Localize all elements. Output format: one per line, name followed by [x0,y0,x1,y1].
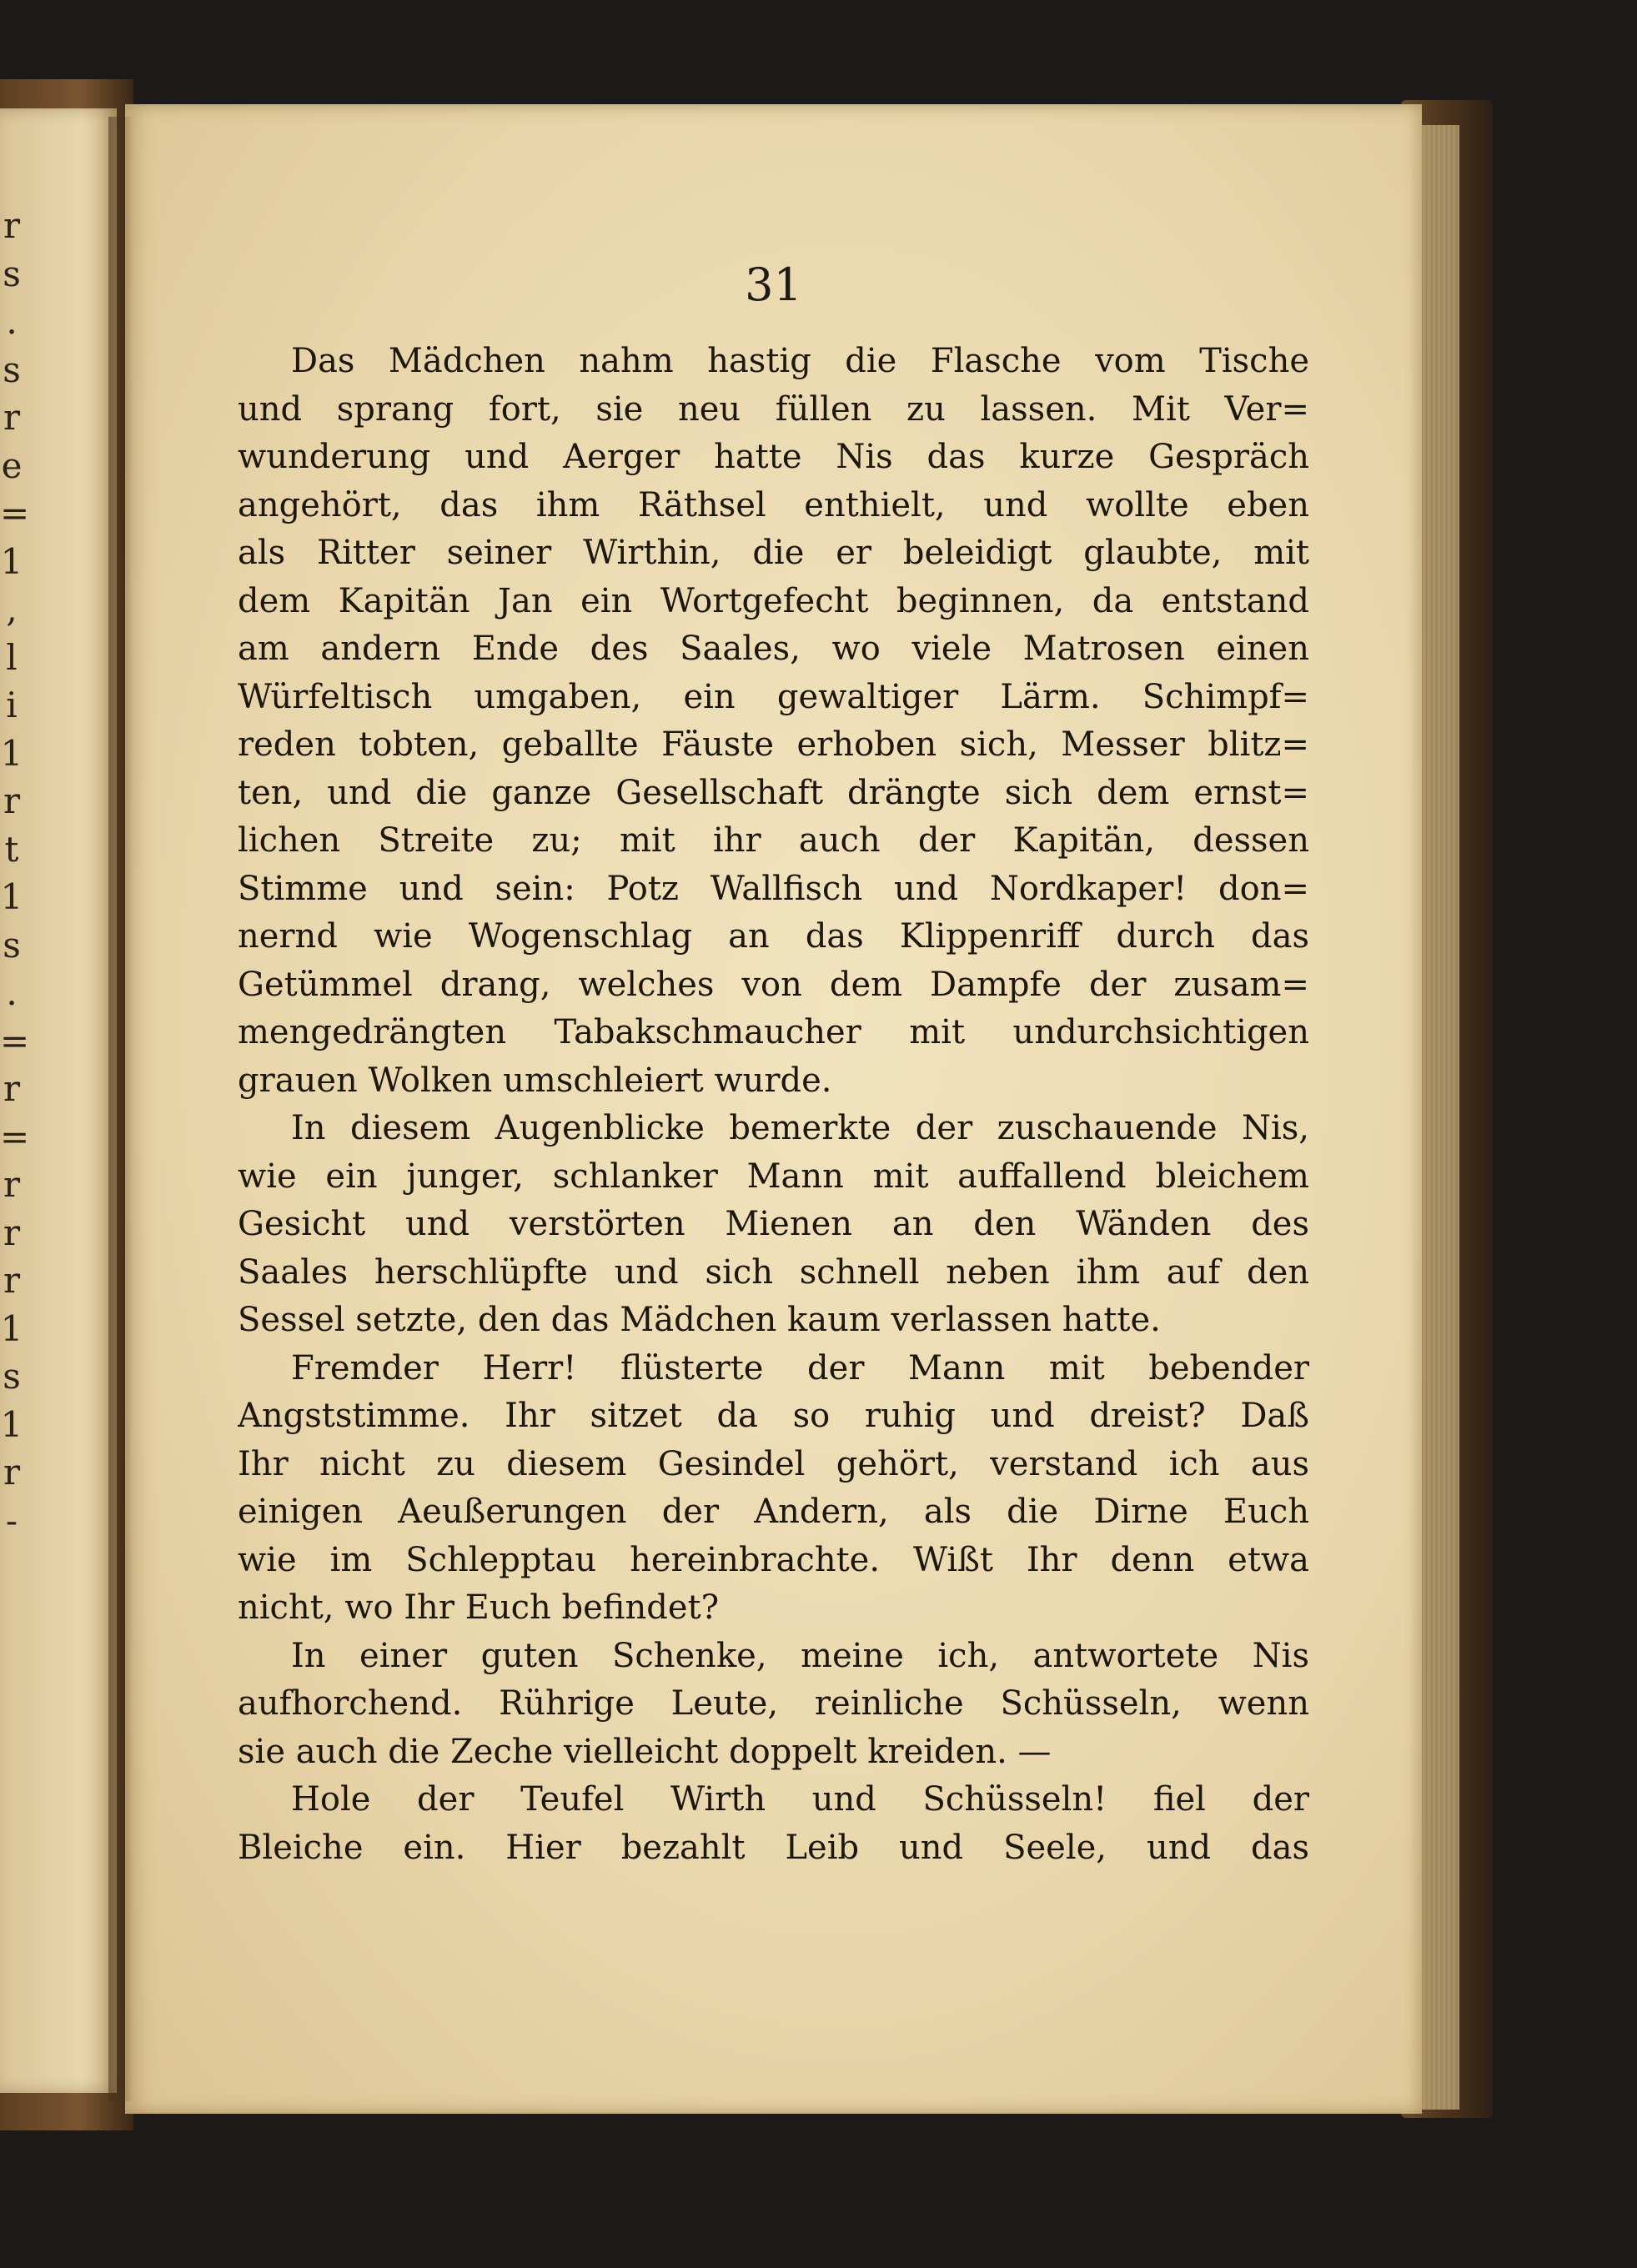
left-margin-char: 1 [0,876,23,917]
left-page [0,108,117,2093]
text-line: und sprang fort, sie neu füllen zu lassen. Mit Ver= [238,389,1309,429]
gutter-shadow [108,117,133,2101]
text-line: nicht, wo Ihr Euch befindet? [238,1588,720,1627]
text-line: Saales herschlüpfte und sich schnell neben ihm auf den [238,1252,1309,1292]
left-margin-char: 1 [0,540,23,582]
text-line: als Ritter seiner Wirthin, die er beleidigt glaubte, mit [238,534,1309,572]
text-line: wunderung und Aerger hatte Nis das kurze Gespräch [238,438,1309,476]
left-page-margin-text [0,108,33,2093]
body-text [238,338,1309,1872]
left-margin-char: 1 [0,1403,23,1445]
left-margin-char: s [3,253,21,294]
text-line: wie im Schlepptau hereinbrachte. Wißt Ihr denn etwa [238,1540,1309,1579]
left-margin-char: 1 [0,1307,23,1349]
text-line: mengedrängten Tabakschmaucher mit undurchsichtigen [238,1013,1309,1051]
left-margin-char: r [3,1164,21,1205]
left-margin-char: i [6,685,18,725]
text-line: lichen Streite zu; mit ihr auch der Kapitän, dessen [238,821,1309,860]
text-line: Würfeltisch umgaben, ein gewaltiger Lärm. Schimpf= [238,677,1309,716]
left-margin-char: . [6,972,18,1013]
left-margin-char: = [0,493,30,534]
text-line: wie ein junger, schlanker Mann mit auffallend bleichem [238,1157,1309,1196]
text-line: Angststimme. Ihr sitzet da so ruhig und dreist? Daß [238,1397,1309,1435]
text-line: Das Mädchen nahm hastig die Flasche vom Tische [291,342,1309,380]
page-number: 31 [745,258,802,311]
text-line: Hole der Teufel Wirth und Schüsseln! fiel der [291,1780,1309,1819]
text-line: einigen Aeußerungen der Andern, als die Dirne Euch [238,1493,1309,1531]
text-line: nernd wie Wogenschlag an das Klippenriff durch das [238,917,1309,956]
left-margin-char: r [3,1068,21,1109]
text-line: Sessel setzte, den das Mädchen kaum verlassen hatte. [238,1301,1161,1339]
left-margin-char: s [3,924,21,966]
text-line: Stimme und sein: Potz Wallfisch und Nordkaper! don= [238,869,1309,908]
left-margin-char: r [3,205,21,246]
left-margin-char: . [6,301,18,342]
left-margin-char: t [4,828,19,870]
text-line: ten, und die ganze Gesellschaft drängte sich dem ernst= [238,773,1309,812]
left-margin-char: - [5,1499,18,1541]
text-line: Ihr nicht zu diesem Gesindel gehört, verstand ich aus [238,1444,1309,1483]
left-margin-char: r [3,1452,21,1493]
text-line: am andern Ende des Saales, wo viele Matrosen einen [238,630,1309,668]
text-line: angehört, das ihm Räthsel enthielt, und wollte eben [238,485,1309,524]
text-line: sie auch die Zeche vielleicht doppelt kreiden. — [238,1732,1052,1771]
left-margin-char: l [6,636,18,678]
left-margin-char: r [3,1212,21,1253]
text-line: Gesicht und verstörten Mienen an den Wänden des [238,1205,1309,1243]
left-margin-char: = [0,1116,30,1157]
text-line: Bleiche ein. Hier bezahlt Leib und Seele, und das [238,1828,1309,1867]
text-line: aufhorchend. Rührige Leute, reinliche Schüsseln, wenn [238,1684,1309,1723]
text-line: Getümmel drang, welches von dem Dampfe der zusam= [238,965,1309,1004]
text-line: In diesem Augenblicke bemerkte der zuschauende Nis, [291,1109,1309,1147]
right-page [125,104,1422,2114]
text-line: reden tobten, geballte Fäuste erhoben sich, Messer blitz= [238,725,1309,764]
left-margin-char: 1 [0,732,23,774]
text-line: dem Kapitän Jan ein Wortgefecht beginnen, da entstand [238,581,1309,620]
left-margin-char: e [1,444,23,486]
left-margin-char: s [3,1356,21,1397]
text-line: In einer guten Schenke, meine ich, antwortete Nis [291,1636,1309,1675]
left-margin-char: r [3,780,21,821]
left-margin-char: r [3,397,21,438]
text-line: Fremder Herr! flüsterte der Mann mit bebender [291,1348,1309,1387]
left-margin-char: = [0,1020,30,1061]
left-margin-char: , [6,589,18,630]
left-margin-char: r [3,1260,21,1301]
text-line: grauen Wolken umschleiert wurde. [238,1061,832,1100]
left-margin-char: s [3,349,21,390]
